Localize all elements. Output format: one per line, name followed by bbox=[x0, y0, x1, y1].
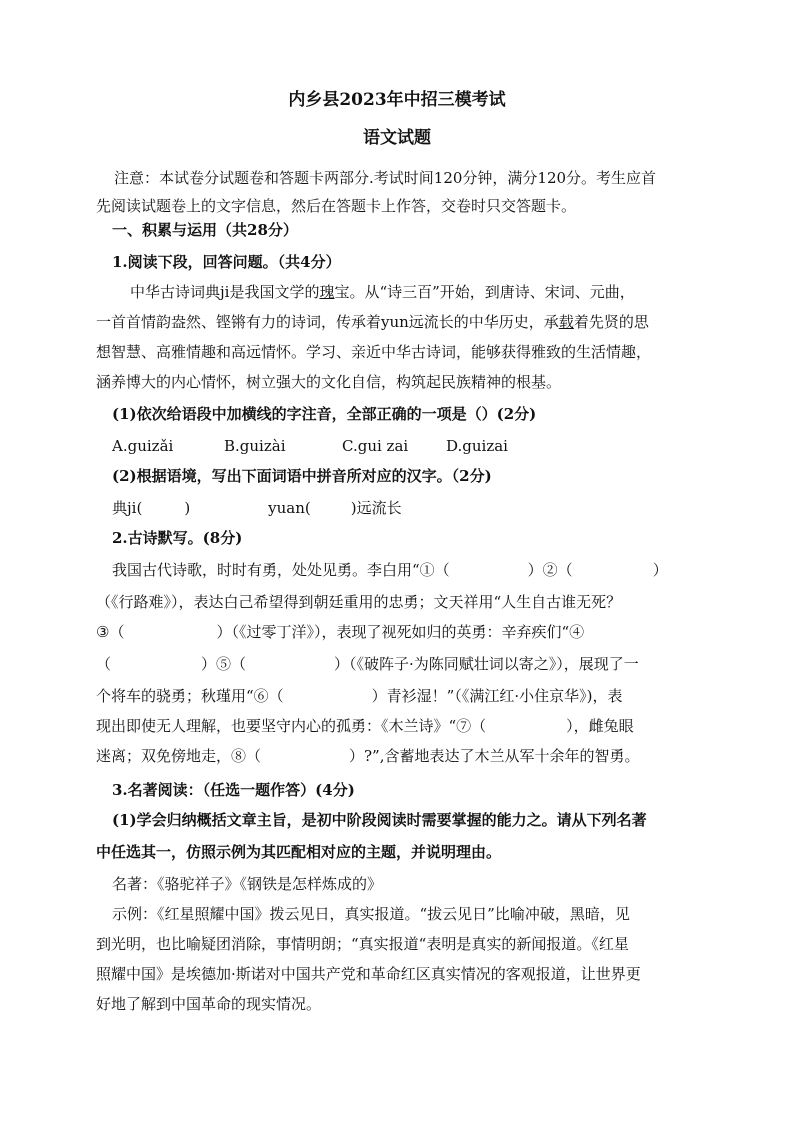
works-list: 名著：《骆驼祥子》《钢铁是怎样炼成的》 bbox=[112, 875, 383, 893]
poetry-text: 迷离；双免傍地走，⑧（ bbox=[96, 747, 262, 765]
poetry-text: ）⑤（ bbox=[201, 655, 247, 673]
poetry-line-1 bbox=[112, 560, 722, 580]
fill-blank-yuan-close: )远流长 bbox=[350, 499, 402, 517]
poetry-text: 个将车的骁勇；秋瑾用“⑥（ bbox=[96, 687, 284, 705]
poetry-text: ），雌兔眼 bbox=[566, 717, 634, 735]
poetry-text: 现出即使无人理解，也要坚守内心的孤勇：《木兰诗》“⑦（ bbox=[96, 717, 487, 735]
passage-text: 着先贤的思 bbox=[573, 313, 649, 331]
poetry-text: （ bbox=[96, 655, 112, 673]
poetry-line-4 bbox=[96, 654, 706, 674]
section-heading: 一、积累与运用（共28分） bbox=[112, 221, 298, 239]
poetry-text: ③（ bbox=[96, 623, 125, 641]
subquestion-1-1: (1)依次给语段中加横线的字注音，全部正确的一项是（）(2分) bbox=[112, 405, 537, 423]
fill-blank-ji: 典ji( bbox=[112, 499, 143, 517]
fill-blank-ji-close: ) bbox=[184, 499, 191, 517]
passage-line-3: 想智慧、高雅情趣和高远情怀。学习、亲近中华古诗词，能够获得雅致的生活情趣， bbox=[96, 343, 652, 361]
poetry-text: 我国古代诗歌，时时有勇，处处见勇。李白用“①（ bbox=[112, 561, 450, 579]
example-line-4: 好地了解到中国革命的现实情况。 bbox=[96, 995, 322, 1013]
poetry-text: ）?”,含蓄地表达了木兰从军十余年的智勇。 bbox=[349, 747, 640, 765]
notice-line-1: 注意：本试卷分试题卷和答题卡两部分.考试时间120分钟，满分120分。考生应首 bbox=[114, 169, 657, 187]
poetry-line-6 bbox=[96, 716, 706, 736]
poetry-line-5 bbox=[96, 686, 706, 706]
poetry-text: ）（《过零丁洋》），表现了视死如归的英勇：辛弃疾们“④ bbox=[216, 623, 585, 641]
passage-line-4: 涵养博大的内心情怀，树立强大的文化自信，构筑起民族精神的根基。 bbox=[96, 373, 562, 391]
passage-text: 中华古诗词典ji是我国文学的 bbox=[130, 283, 320, 301]
example-line-3: 照耀中国》是埃德加·斯诺对中国共产党和革命红区真实情况的客观报道，让世界更 bbox=[96, 965, 641, 983]
poetry-text: ）②（ bbox=[527, 561, 573, 579]
underlined-char: 载 bbox=[558, 313, 574, 331]
question-3-heading: 3.名著阅读：（任选一题作答）(4分) bbox=[112, 781, 355, 799]
poetry-text: ）（《破阵子·为陈同赋壮词以寄之》），展现了一 bbox=[334, 655, 639, 673]
option-c: C.gui zai bbox=[342, 437, 409, 455]
option-d: D.guizai bbox=[446, 437, 508, 455]
subquestion-3-1-line-2: 中任选其一，仿照示例为其匹配相对应的主题，并说明理由。 bbox=[96, 843, 502, 861]
poetry-text: ）青衫湿！”（《满江红·小住京华》)，表 bbox=[371, 687, 623, 705]
example-line-1: 示例：《红星照耀中国》拨云见日，真实报道。“拔云见日”比喻冲破，黑暗，见 bbox=[112, 905, 630, 923]
question-2-heading: 2.古诗默写。(8分) bbox=[112, 529, 243, 547]
question-1-heading: 1.阅读下段，回答问题。（共4分） bbox=[112, 253, 341, 271]
passage-text: 宝。从“诗三百”开始，到唐诗、宋词、元曲， bbox=[334, 283, 635, 301]
answer-options bbox=[112, 436, 722, 456]
passage-text: 一首首情韵盎然、铿锵有力的诗词，传承着yun远流长的中华历史，承 bbox=[96, 313, 559, 331]
poetry-line-7 bbox=[96, 746, 706, 766]
fill-blank-yuan: yuan( bbox=[268, 499, 311, 517]
fill-blanks-row bbox=[112, 498, 722, 518]
subquestion-1-2: (2)根据语境，写出下面词语中拼音所对应的汉字。（2分) bbox=[112, 467, 492, 485]
notice-line-2: 先阅读试题卷上的文字信息，然后在答题卡上作答，交卷时只交答题卡。 bbox=[96, 197, 577, 215]
poetry-line-3 bbox=[96, 622, 706, 642]
passage-line-1 bbox=[130, 282, 740, 302]
option-b: B.guizài bbox=[224, 437, 286, 455]
poetry-text: ） bbox=[652, 561, 668, 579]
example-line-2: 到光明，也比喻疑团消除，事情明朗；“真实报道“表明是真实的新闻报道。《红星 bbox=[96, 935, 629, 953]
poetry-line-2: （《行路难》），表达白己希望得到朝廷重用的忠勇；文天祥用“人生自古谁无死？ bbox=[96, 593, 622, 611]
option-a: A.guizǎi bbox=[112, 437, 174, 455]
exam-subject: 语文试题 bbox=[363, 128, 431, 148]
exam-title: 内乡县2023年中招三模考试 bbox=[288, 90, 506, 110]
underlined-char: 瑰 bbox=[319, 283, 335, 301]
subquestion-3-1-line-1: (1)学会归纳概括文章主旨，是初中阶段阅读时需要掌握的能力之。请从下列名著 bbox=[112, 811, 647, 829]
passage-line-2 bbox=[96, 312, 706, 332]
